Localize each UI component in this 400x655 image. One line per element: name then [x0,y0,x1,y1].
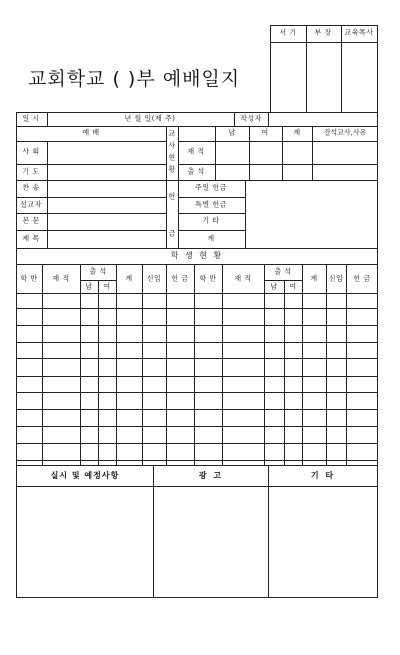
student-col-enrolled-2: 재 적 [234,274,252,283]
teacher-side-2: 사 [168,141,176,150]
student-status-header: 학 생 현 황 [170,251,224,260]
student-col-female-1: 여 [103,282,111,291]
teacher-row-enrolled: 재 적 [187,147,205,156]
student-col-female-2: 여 [289,282,297,291]
teacher-col-male: 남 [228,128,236,137]
student-col-total-2: 계 [310,274,318,283]
worship-item-sermon-title: 제 목 [22,234,40,243]
worship-item-scripture: 본 문 [22,216,40,225]
approval-clerk-label: 서 기 [279,28,297,37]
worship-item-hymn: 찬 송 [22,183,40,192]
approval-pastor-label: 교육목사 [344,28,374,37]
writer-label: 작성자 [240,114,262,123]
student-col-class-2: 학 반 [199,274,217,283]
other-field[interactable] [269,487,377,597]
approval-head-label: 부 장 [314,28,332,37]
teacher-col-absent: 결석교사,사유 [323,128,367,137]
student-col-new-2: 신입 [328,274,344,283]
student-col-attend-2: 출 석 [274,267,292,276]
plans-field[interactable] [17,487,153,597]
notices-header: 광 고 [198,471,224,480]
student-col-male-1: 남 [85,282,93,291]
offering-row-sunday: 주일 헌금 [195,183,227,192]
worship-item-preacher: 설교자 [20,200,42,209]
offering-row-special: 특별 헌금 [195,200,227,209]
teacher-side-4: 황 [168,165,176,174]
offering-side-2: 금 [168,229,176,238]
student-col-offering-2: 헌 금 [353,274,371,283]
date-label: 일 시 [22,114,40,123]
writer-field[interactable] [269,113,377,126]
student-col-class-1: 학 반 [20,274,38,283]
form-title: 교회학교 ( )부 예배일지 [28,68,241,90]
offering-row-other: 기 타 [202,216,220,225]
student-col-offering-1: 헌 금 [171,274,189,283]
worship-item-host: 사 회 [22,147,40,156]
notices-field[interactable] [154,487,268,597]
date-line: 년 월 일(제 주) [124,114,176,123]
offering-row-total: 계 [207,234,215,243]
teacher-side-1: 교 [168,129,176,138]
student-col-enrolled-1: 재 적 [52,274,70,283]
teacher-col-female: 여 [261,128,269,137]
teacher-row-attend: 출 석 [187,167,205,176]
worship-item-prayer: 기 도 [22,167,40,176]
worship-header: 예 배 [82,128,100,137]
student-col-new-1: 신입 [146,274,162,283]
teacher-side-3: 현 [168,153,176,162]
plans-header: 실시 및 예정사항 [50,471,120,480]
offering-side-1: 헌 [168,192,176,201]
teacher-col-total: 계 [293,128,301,137]
other-header: 기 타 [310,471,336,480]
student-col-attend-1: 출 석 [89,267,107,276]
student-col-total-1: 계 [125,274,133,283]
student-col-male-2: 남 [270,282,278,291]
